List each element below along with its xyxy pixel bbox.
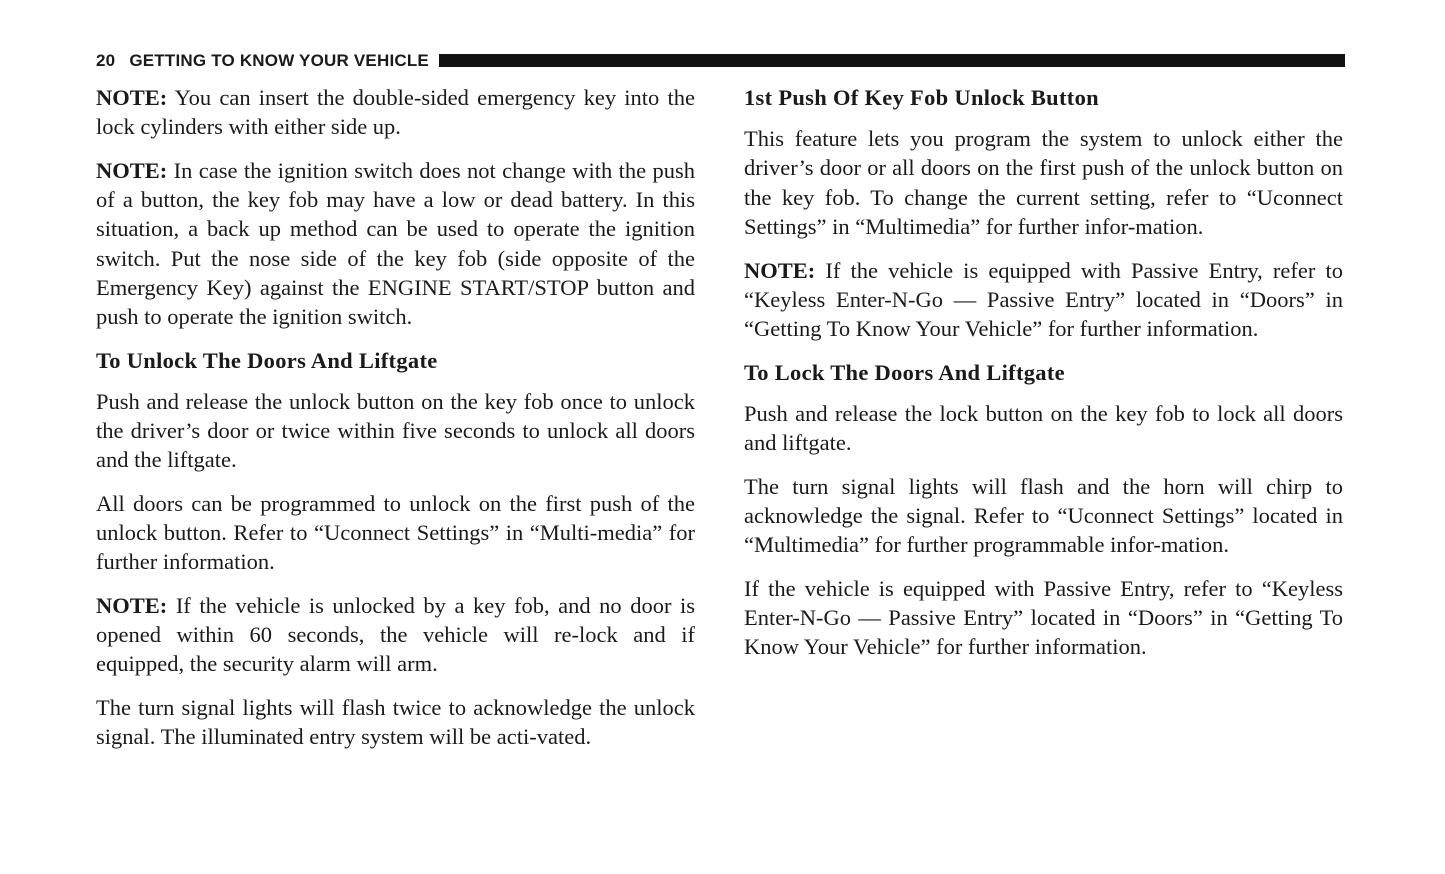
paragraph-lock-instructions: Push and release the lock button on the key fob to lock all doors and liftgate. [744, 400, 1343, 456]
note-text: If the vehicle is equipped with Passive Entry, refer to “Keyless Enter-N-Go — Passive Entry” located in “Doors” in “Getting To Know Your Vehicle” for further information. [744, 257, 1343, 341]
page-header [96, 50, 1345, 72]
heading-unlock-doors: To Unlock The Doors And Liftgate [96, 347, 438, 373]
header-rule [439, 54, 1345, 67]
note-ignition-backup [96, 156, 695, 331]
paragraph-unlock-instructions: Push and release the unlock button on the key fob once to unlock the driver’s door or twice within five seconds to unlock all doors and the liftgate. [96, 388, 695, 473]
note-label: NOTE: [96, 157, 168, 183]
paragraph-first-push: This feature lets you program the system to unlock either the driver’s door or all doors on the first push of the unlock button on the key fob. To change the current setting, refer to “Uconnect Settings” in “Multimedia” for further infor-mation. [744, 126, 1343, 239]
heading-lock-doors: To Lock The Doors And Liftgate [744, 359, 1065, 385]
note-label: NOTE: [96, 593, 168, 619]
note-label: NOTE: [744, 257, 816, 283]
section-title: GETTING TO KNOW YOUR VEHICLE [129, 51, 429, 70]
note-relock [96, 591, 695, 679]
note-text: You can insert the double-sided emergency key into the lock cylinders with either side up. [96, 85, 695, 140]
paragraph-lock-signal: The turn signal lights will flash and the horn will chirp to acknowledge the signal. Refer to “Uconnect Settings” located in “Multimedia” for further programmable infor-mation. [744, 473, 1343, 558]
header-text [96, 51, 429, 71]
left-column [96, 83, 695, 766]
right-column [744, 83, 1343, 676]
note-emergency-key [96, 83, 695, 141]
page-number: 20 [96, 51, 116, 70]
paragraph-unlock-programming: All doors can be programmed to unlock on the first push of the unlock button. Refer to “Uconnect Settings” in “Multi-media” for further information. [96, 490, 695, 575]
note-text: In case the ignition switch does not change with the push of a button, the key fob may have a low or dead battery. In this situation, a back up method can be used to operate the ignition switch. Put the nose side of the key fob (side opposite of the Emergency Key) against the ENGINE START/STOP button and push to operate the ignition switch. [96, 157, 696, 329]
heading-first-push: 1st Push Of Key Fob Unlock Button [744, 85, 1099, 110]
paragraph-unlock-signal: The turn signal lights will flash twice to acknowledge the unlock signal. The illuminated entry system will be acti-vated. [96, 695, 695, 750]
paragraph-lock-passive-entry: If the vehicle is equipped with Passive Entry, refer to “Keyless Enter-N-Go — Passive Entry” located in “Doors” in “Getting To Know Your Vehicle” for further information. [744, 575, 1343, 660]
note-label: NOTE: [96, 85, 168, 110]
note-text: If the vehicle is unlocked by a key fob, and no door is opened within 60 seconds, the vehicle will re-lock and if equipped, the security alarm will arm. [96, 593, 696, 677]
note-passive-entry [744, 256, 1343, 344]
